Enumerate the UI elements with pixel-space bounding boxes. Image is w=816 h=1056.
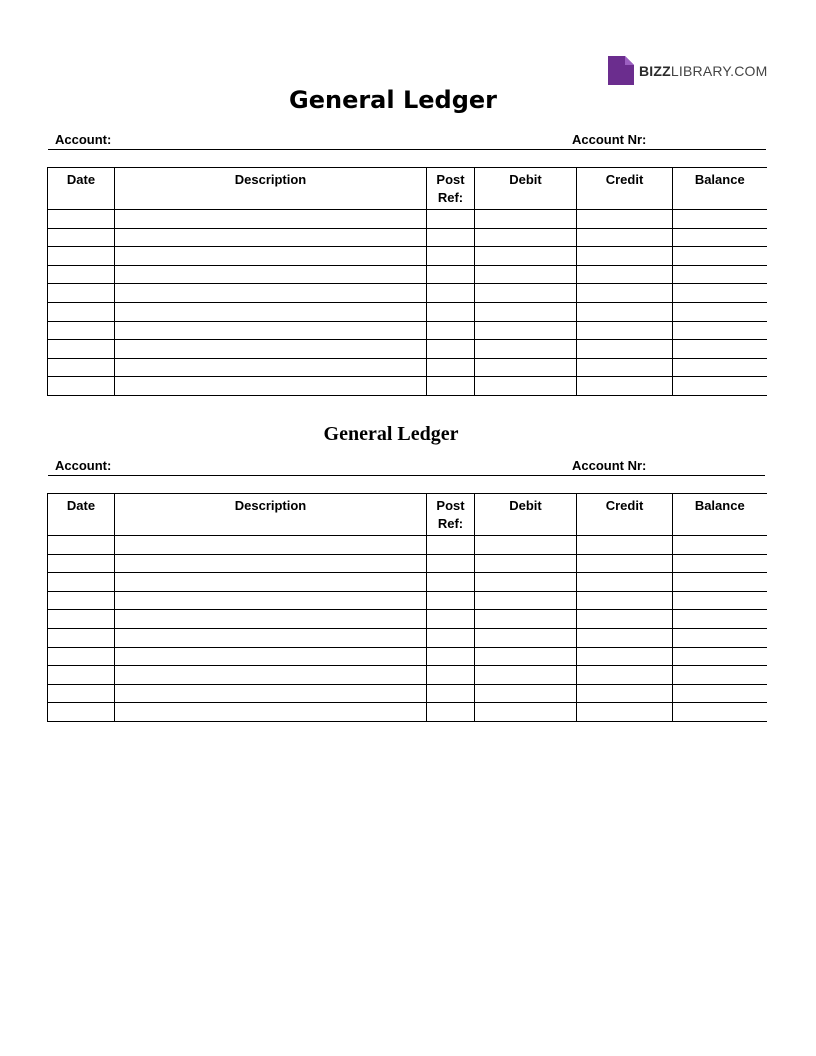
column-header-post-ref: Post Ref:	[427, 494, 475, 536]
credit-cell[interactable]	[577, 265, 673, 284]
post-ref-cell[interactable]	[427, 210, 475, 229]
post-ref-cell[interactable]	[427, 265, 475, 284]
date-cell[interactable]	[48, 591, 115, 610]
description-cell[interactable]	[115, 684, 427, 703]
balance-cell[interactable]	[673, 647, 767, 666]
credit-cell[interactable]	[577, 610, 673, 629]
credit-cell[interactable]	[577, 210, 673, 229]
table-row	[48, 284, 767, 303]
description-cell[interactable]	[115, 647, 427, 666]
debit-cell[interactable]	[475, 358, 577, 377]
table-row	[48, 647, 767, 666]
column-header-date: Date	[48, 494, 115, 536]
post-ref-cell[interactable]	[427, 591, 475, 610]
description-cell[interactable]	[115, 610, 427, 629]
table-row	[48, 358, 767, 377]
account-nr-label: Account Nr:	[572, 458, 647, 473]
column-header-description: Description	[115, 494, 427, 536]
date-cell[interactable]	[48, 321, 115, 340]
table-row	[48, 591, 767, 610]
description-cell[interactable]	[115, 302, 427, 321]
description-cell[interactable]	[115, 210, 427, 229]
table-header-row	[48, 494, 767, 536]
table-row	[48, 703, 767, 722]
description-cell[interactable]	[115, 340, 427, 359]
logo-text	[639, 63, 768, 79]
debit-cell[interactable]	[475, 610, 577, 629]
date-cell[interactable]	[48, 284, 115, 303]
post-ref-cell[interactable]	[427, 554, 475, 573]
table-header-row	[48, 168, 767, 210]
credit-cell[interactable]	[577, 647, 673, 666]
description-cell[interactable]	[115, 703, 427, 722]
debit-cell[interactable]	[475, 591, 577, 610]
post-ref-cell[interactable]	[427, 340, 475, 359]
date-cell[interactable]	[48, 302, 115, 321]
date-cell[interactable]	[48, 210, 115, 229]
credit-cell[interactable]	[577, 554, 673, 573]
date-cell[interactable]	[48, 554, 115, 573]
credit-cell[interactable]	[577, 340, 673, 359]
debit-cell[interactable]	[475, 703, 577, 722]
post-ref-cell[interactable]	[427, 573, 475, 592]
date-cell[interactable]	[48, 610, 115, 629]
post-ref-cell[interactable]	[427, 302, 475, 321]
table-row	[48, 302, 767, 321]
date-cell[interactable]	[48, 666, 115, 685]
column-header-debit: Debit	[475, 494, 577, 536]
debit-cell[interactable]	[475, 536, 577, 555]
credit-cell[interactable]	[577, 228, 673, 247]
date-cell[interactable]	[48, 573, 115, 592]
table-row	[48, 554, 767, 573]
description-cell[interactable]	[115, 358, 427, 377]
date-cell[interactable]	[48, 536, 115, 555]
credit-cell[interactable]	[577, 247, 673, 266]
table-row	[48, 321, 767, 340]
credit-cell[interactable]	[577, 377, 673, 396]
account-line	[48, 455, 765, 476]
post-ref-cell[interactable]	[427, 666, 475, 685]
date-cell[interactable]	[48, 684, 115, 703]
credit-cell[interactable]	[577, 536, 673, 555]
column-header-credit: Credit	[577, 168, 673, 210]
description-cell[interactable]	[115, 284, 427, 303]
description-cell[interactable]	[115, 666, 427, 685]
post-ref-cell[interactable]	[427, 377, 475, 396]
document-icon	[608, 56, 634, 85]
credit-cell[interactable]	[577, 628, 673, 647]
debit-cell[interactable]	[475, 554, 577, 573]
debit-cell[interactable]	[475, 265, 577, 284]
balance-cell[interactable]	[673, 610, 767, 629]
account-label: Account:	[55, 132, 112, 147]
description-cell[interactable]	[115, 554, 427, 573]
debit-cell[interactable]	[475, 340, 577, 359]
credit-cell[interactable]	[577, 284, 673, 303]
debit-cell[interactable]	[475, 647, 577, 666]
debit-cell[interactable]	[475, 321, 577, 340]
credit-cell[interactable]	[577, 302, 673, 321]
credit-cell[interactable]	[577, 591, 673, 610]
post-ref-cell[interactable]	[427, 684, 475, 703]
credit-cell[interactable]	[577, 684, 673, 703]
date-cell[interactable]	[48, 228, 115, 247]
description-cell[interactable]	[115, 536, 427, 555]
post-ref-cell[interactable]	[427, 358, 475, 377]
ledger-title: General Ledger	[323, 423, 459, 445]
post-ref-cell[interactable]	[427, 610, 475, 629]
balance-cell[interactable]	[673, 573, 767, 592]
post-ref-cell[interactable]	[427, 284, 475, 303]
credit-cell[interactable]	[577, 358, 673, 377]
table-row	[48, 247, 767, 266]
ledger-table	[47, 167, 767, 396]
balance-cell[interactable]	[673, 377, 767, 396]
balance-cell[interactable]	[673, 265, 767, 284]
date-cell[interactable]	[48, 358, 115, 377]
table-row	[48, 610, 767, 629]
post-ref-cell[interactable]	[427, 228, 475, 247]
description-cell[interactable]	[115, 265, 427, 284]
ledger-table	[47, 493, 767, 722]
post-ref-cell[interactable]	[427, 321, 475, 340]
table-row	[48, 536, 767, 555]
table-row	[48, 377, 767, 396]
balance-cell[interactable]	[673, 284, 767, 303]
balance-cell[interactable]	[673, 703, 767, 722]
post-ref-cell[interactable]	[427, 247, 475, 266]
date-cell[interactable]	[48, 647, 115, 666]
description-cell[interactable]	[115, 377, 427, 396]
logo-text-light: LIBRARY.COM	[670, 62, 768, 79]
balance-cell[interactable]	[673, 591, 767, 610]
column-header-date: Date	[48, 168, 115, 210]
description-cell[interactable]	[115, 573, 427, 592]
debit-cell[interactable]	[475, 284, 577, 303]
post-ref-cell[interactable]	[427, 536, 475, 555]
balance-cell[interactable]	[673, 247, 767, 266]
account-label: Account:	[55, 458, 112, 473]
credit-cell[interactable]	[577, 321, 673, 340]
description-cell[interactable]	[115, 628, 427, 647]
balance-cell[interactable]	[673, 554, 767, 573]
column-header-credit: Credit	[577, 494, 673, 536]
balance-cell[interactable]	[673, 302, 767, 321]
table-row	[48, 228, 767, 247]
balance-cell[interactable]	[673, 210, 767, 229]
debit-cell[interactable]	[475, 247, 577, 266]
credit-cell[interactable]	[577, 703, 673, 722]
credit-cell[interactable]	[577, 666, 673, 685]
table-row	[48, 684, 767, 703]
logo-text-bold: BIZZ	[639, 62, 671, 79]
table-row	[48, 628, 767, 647]
column-header-debit: Debit	[475, 168, 577, 210]
column-header-post-ref: Post Ref:	[427, 168, 475, 210]
debit-cell[interactable]	[475, 666, 577, 685]
debit-cell[interactable]	[475, 628, 577, 647]
description-cell[interactable]	[115, 247, 427, 266]
column-header-description: Description	[115, 168, 427, 210]
column-header-balance: Balance	[673, 168, 767, 210]
debit-cell[interactable]	[475, 377, 577, 396]
balance-cell[interactable]	[673, 666, 767, 685]
table-row	[48, 666, 767, 685]
post-ref-cell[interactable]	[427, 647, 475, 666]
table-row	[48, 573, 767, 592]
debit-cell[interactable]	[475, 684, 577, 703]
table-row	[48, 340, 767, 359]
account-nr-label: Account Nr:	[572, 132, 647, 147]
description-cell[interactable]	[115, 591, 427, 610]
balance-cell[interactable]	[673, 536, 767, 555]
date-cell[interactable]	[48, 247, 115, 266]
column-header-balance: Balance	[673, 494, 767, 536]
date-cell[interactable]	[48, 340, 115, 359]
description-cell[interactable]	[115, 321, 427, 340]
post-ref-cell[interactable]	[427, 628, 475, 647]
post-ref-cell[interactable]	[427, 703, 475, 722]
balance-cell[interactable]	[673, 228, 767, 247]
bizzlibrary-logo	[608, 56, 768, 85]
debit-cell[interactable]	[475, 302, 577, 321]
balance-cell[interactable]	[673, 358, 767, 377]
table-row	[48, 265, 767, 284]
balance-cell[interactable]	[673, 340, 767, 359]
account-line	[48, 129, 766, 150]
date-cell[interactable]	[48, 628, 115, 647]
credit-cell[interactable]	[577, 573, 673, 592]
date-cell[interactable]	[48, 377, 115, 396]
description-cell[interactable]	[115, 228, 427, 247]
balance-cell[interactable]	[673, 684, 767, 703]
date-cell[interactable]	[48, 265, 115, 284]
debit-cell[interactable]	[475, 573, 577, 592]
date-cell[interactable]	[48, 703, 115, 722]
balance-cell[interactable]	[673, 628, 767, 647]
balance-cell[interactable]	[673, 321, 767, 340]
table-row	[48, 210, 767, 229]
debit-cell[interactable]	[475, 210, 577, 229]
debit-cell[interactable]	[475, 228, 577, 247]
ledger-title: General Ledger	[289, 86, 497, 114]
